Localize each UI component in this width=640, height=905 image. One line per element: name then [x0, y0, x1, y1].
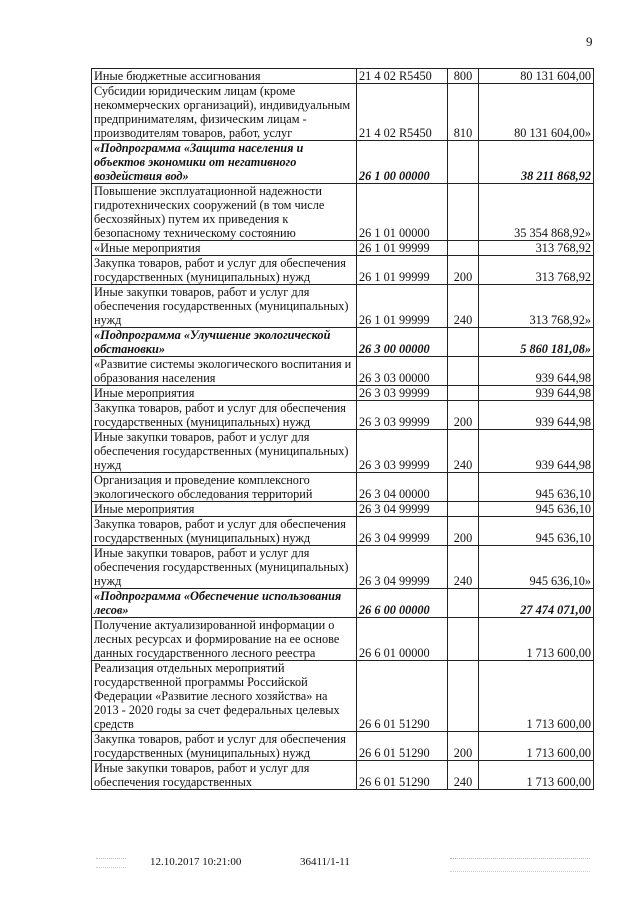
table-row: [92, 241, 594, 256]
row-amount-cell: 313 768,92»: [479, 285, 594, 328]
row-amount-cell: 5 860 181,08»: [479, 328, 594, 357]
row-name-cell: Закупка товаров, работ и услуг для обеспечения государственных (муниципальных) нужд: [92, 401, 357, 430]
table-row: [92, 256, 594, 285]
table-row: [92, 546, 594, 589]
row-code-cell: 26 6 01 51290: [357, 661, 448, 732]
row-name-cell: Закупка товаров, работ и услуг для обеспечения государственных (муниципальных) нужд: [92, 517, 357, 546]
row-amount-cell: 313 768,92: [479, 241, 594, 256]
table-row: [92, 761, 594, 790]
table-row: [92, 84, 594, 141]
page-number: 9: [586, 34, 593, 49]
footer-date: 12.10.2017 10:21:00: [150, 856, 242, 868]
row-expense-type-cell: [448, 184, 479, 241]
row-name-cell: Закупка товаров, работ и услуг для обеспечения государственных (муниципальных) нужд: [92, 732, 357, 761]
row-code-cell: 26 3 04 00000: [357, 473, 448, 502]
row-code-cell: 26 3 03 99999: [357, 386, 448, 401]
row-amount-cell: 945 636,10»: [479, 546, 594, 589]
table-row: [92, 661, 594, 732]
table-row: [92, 732, 594, 761]
row-name-cell: Иные закупки товаров, работ и услуг для обеспечения государственных (муниципальных) нужд: [92, 430, 357, 473]
subprogram-row: [92, 328, 594, 357]
footer-document-id: 36411/1-11: [300, 856, 350, 868]
row-expense-type-cell: 810: [448, 84, 479, 141]
row-amount-cell: 80 131 604,00»: [479, 84, 594, 141]
budget-table-body: [92, 69, 594, 790]
table-row: [92, 357, 594, 386]
table-row: [92, 401, 594, 430]
row-code-cell: 21 4 02 R5450: [357, 69, 448, 84]
row-expense-type-cell: 240: [448, 285, 479, 328]
row-code-cell: 26 1 01 00000: [357, 184, 448, 241]
row-amount-cell: 1 713 600,00: [479, 618, 594, 661]
table-row: [92, 430, 594, 473]
row-name-cell: «Иные мероприятия: [92, 241, 357, 256]
row-expense-type-cell: [448, 502, 479, 517]
row-amount-cell: 80 131 604,00: [479, 69, 594, 84]
row-name-cell: Иные мероприятия: [92, 386, 357, 401]
row-name-cell: Организация и проведение комплексного экологического обследования территорий: [92, 473, 357, 502]
row-expense-type-cell: 240: [448, 546, 479, 589]
row-code-cell: 26 1 01 99999: [357, 256, 448, 285]
row-code-cell: 26 6 01 51290: [357, 732, 448, 761]
row-code-cell: 26 3 03 99999: [357, 401, 448, 430]
budget-table: [91, 68, 594, 790]
row-name-cell: Иные закупки товаров, работ и услуг для обеспечения государственных (муниципальных) нужд: [92, 546, 357, 589]
row-name-cell: Субсидии юридическим лицам (кроме некоммерческих организаций), индивидуальным предпринимателям, физическим лицам - производителям товаров, работ, услуг: [92, 84, 357, 141]
row-code-cell: 26 6 01 00000: [357, 618, 448, 661]
row-name-cell: Иные бюджетные ассигнования: [92, 69, 357, 84]
table-row: [92, 473, 594, 502]
table-row: [92, 618, 594, 661]
row-name-cell: Реализация отдельных мероприятий государственной программы Российской Федерации «Развитие лесного хозяйства» на 2013 - 2020 годы за счет федеральных целевых средств: [92, 661, 357, 732]
table-row: [92, 517, 594, 546]
row-code-cell: 26 3 03 00000: [357, 357, 448, 386]
row-code-cell: 26 3 04 99999: [357, 517, 448, 546]
row-code-cell: 21 4 02 R5450: [357, 84, 448, 141]
row-code-cell: 26 3 04 99999: [357, 546, 448, 589]
row-expense-type-cell: [448, 589, 479, 618]
row-amount-cell: 939 644,98: [479, 401, 594, 430]
row-expense-type-cell: [448, 141, 479, 184]
row-code-cell: 26 3 00 00000: [357, 328, 448, 357]
row-name-cell: «Подпрограмма «Улучшение экологической обстановки»: [92, 328, 357, 357]
row-expense-type-cell: 240: [448, 761, 479, 790]
row-amount-cell: 939 644,98: [479, 357, 594, 386]
row-amount-cell: 1 713 600,00: [479, 661, 594, 732]
row-amount-cell: 945 636,10: [479, 517, 594, 546]
row-expense-type-cell: [448, 328, 479, 357]
row-code-cell: 26 6 01 51290: [357, 761, 448, 790]
row-amount-cell: 939 644,98: [479, 386, 594, 401]
row-name-cell: «Подпрограмма «Защита населения и объектов экономики от негативного воздействия вод»: [92, 141, 357, 184]
table-row: [92, 69, 594, 84]
page-footer: [0, 856, 640, 876]
table-row: [92, 386, 594, 401]
table-row: [92, 502, 594, 517]
row-code-cell: 26 6 00 00000: [357, 589, 448, 618]
table-row: [92, 285, 594, 328]
row-expense-type-cell: [448, 661, 479, 732]
row-amount-cell: 1 713 600,00: [479, 761, 594, 790]
table-row: [92, 184, 594, 241]
row-amount-cell: 939 644,98: [479, 430, 594, 473]
row-name-cell: Иные закупки товаров, работ и услуг для обеспечения государственных (муниципальных) нужд: [92, 285, 357, 328]
row-expense-type-cell: [448, 386, 479, 401]
faint-stamp-left: [96, 858, 126, 868]
row-name-cell: Повышение эксплуатационной надежности гидротехнических сооружений (в том числе бесхозяйных) путем их приведения к безопасному техническому состоянию: [92, 184, 357, 241]
row-name-cell: Иные мероприятия: [92, 502, 357, 517]
row-amount-cell: 313 768,92: [479, 256, 594, 285]
row-name-cell: «Подпрограмма «Обеспечение использования лесов»: [92, 589, 357, 618]
row-code-cell: 26 3 04 99999: [357, 502, 448, 517]
row-expense-type-cell: [448, 357, 479, 386]
row-amount-cell: 27 474 071,00: [479, 589, 594, 618]
row-expense-type-cell: 200: [448, 401, 479, 430]
row-amount-cell: 38 211 868,92: [479, 141, 594, 184]
row-name-cell: Закупка товаров, работ и услуг для обеспечения государственных (муниципальных) нужд: [92, 256, 357, 285]
row-amount-cell: 945 636,10: [479, 473, 594, 502]
row-expense-type-cell: 800: [448, 69, 479, 84]
row-amount-cell: 1 713 600,00: [479, 732, 594, 761]
row-expense-type-cell: [448, 618, 479, 661]
row-expense-type-cell: 200: [448, 256, 479, 285]
row-expense-type-cell: [448, 473, 479, 502]
row-name-cell: Получение актуализированной информации о лесных ресурсах и формирование на ее основе данных государственного лесного реестра: [92, 618, 357, 661]
faint-stamp-right: [450, 858, 590, 872]
row-code-cell: 26 1 00 00000: [357, 141, 448, 184]
subprogram-row: [92, 141, 594, 184]
row-code-cell: 26 1 01 99999: [357, 241, 448, 256]
subprogram-row: [92, 589, 594, 618]
row-expense-type-cell: 240: [448, 430, 479, 473]
row-amount-cell: 945 636,10: [479, 502, 594, 517]
row-name-cell: Иные закупки товаров, работ и услуг для обеспечения государственных: [92, 761, 357, 790]
row-amount-cell: 35 354 868,92»: [479, 184, 594, 241]
row-code-cell: 26 1 01 99999: [357, 285, 448, 328]
row-code-cell: 26 3 03 99999: [357, 430, 448, 473]
row-name-cell: «Развитие системы экологического воспитания и образования населения: [92, 357, 357, 386]
row-expense-type-cell: [448, 241, 479, 256]
row-expense-type-cell: 200: [448, 732, 479, 761]
row-expense-type-cell: 200: [448, 517, 479, 546]
